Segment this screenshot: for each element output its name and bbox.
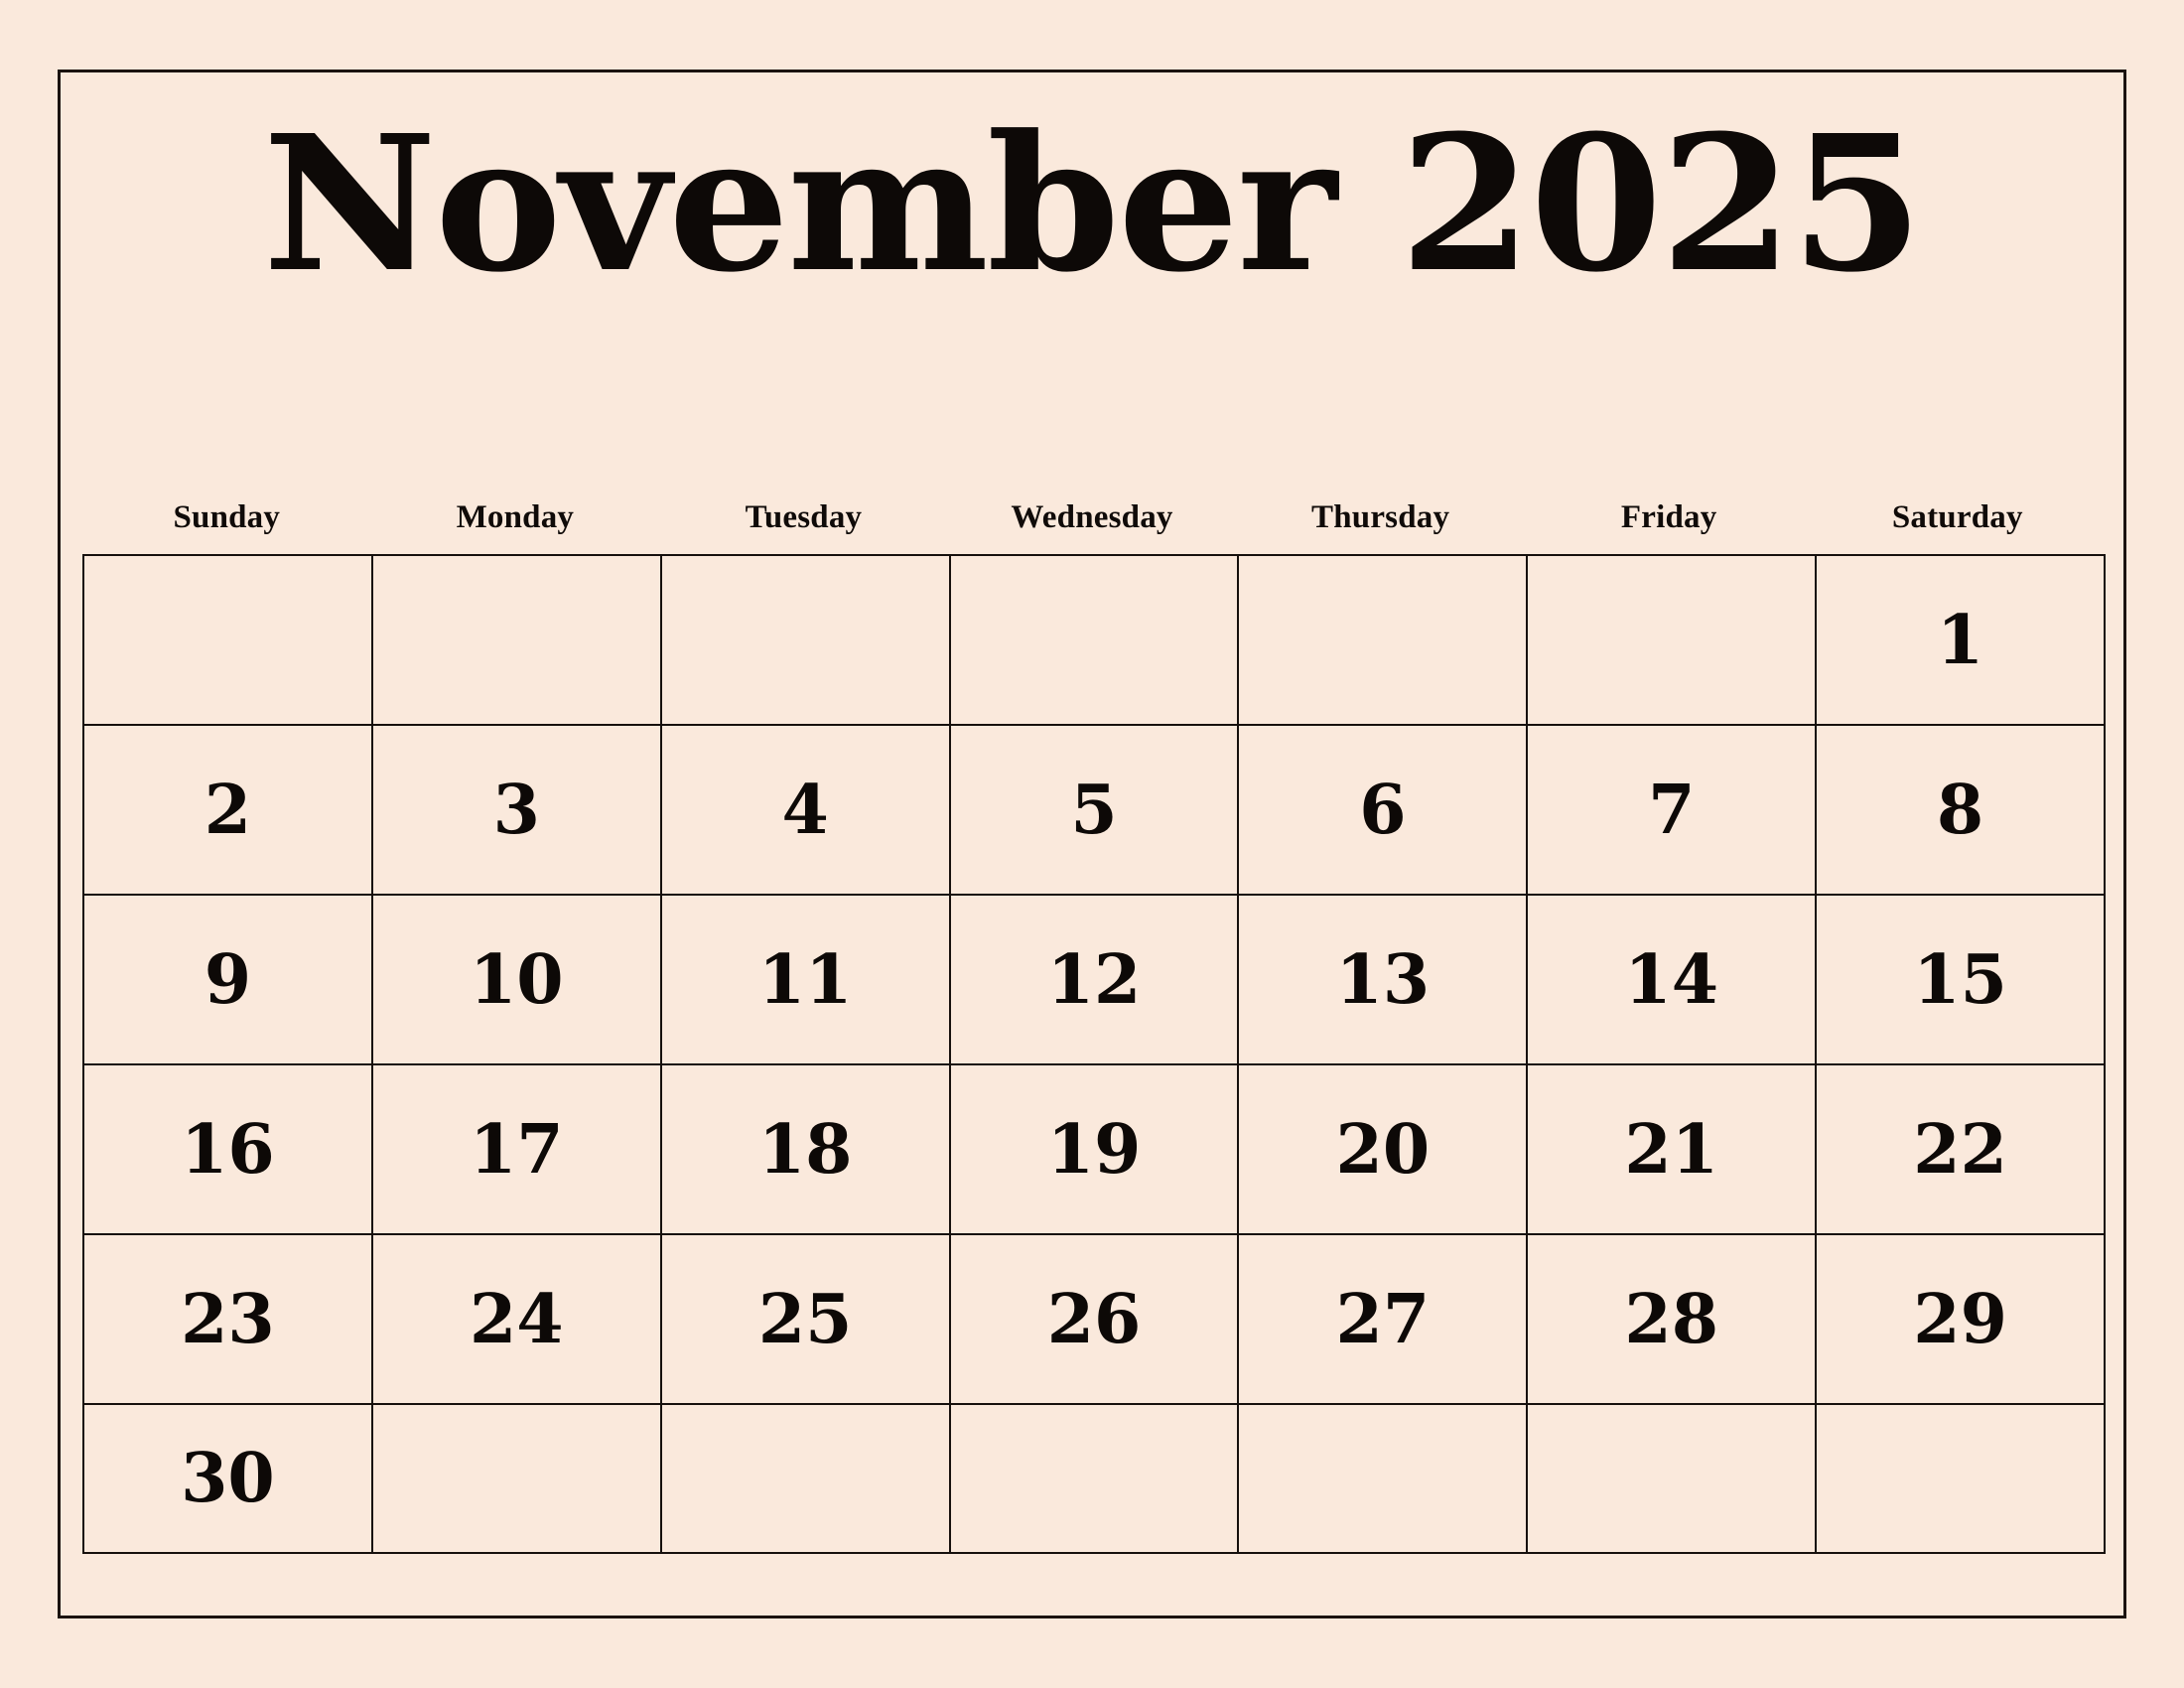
day-number: 13: [1335, 939, 1431, 1020]
day-cell[interactable]: [373, 1405, 662, 1554]
day-cell[interactable]: [1528, 1405, 1817, 1554]
weekday-monday: Monday: [456, 499, 575, 535]
weekday-wednesday: Wednesday: [1011, 499, 1173, 535]
day-number: 16: [181, 1109, 275, 1190]
day-number: 9: [204, 939, 252, 1020]
day-cell[interactable]: [84, 726, 373, 896]
day-cell[interactable]: [951, 726, 1240, 896]
weekday-friday: Friday: [1620, 499, 1717, 535]
weekday-thursday: Thursday: [1311, 499, 1450, 535]
calendar-week-row: [84, 556, 2106, 726]
day-cell[interactable]: [1239, 1065, 1528, 1235]
calendar-page: [58, 70, 2126, 1618]
day-cell[interactable]: [84, 1235, 373, 1405]
day-number: 29: [1913, 1279, 2007, 1359]
day-cell[interactable]: [1817, 1235, 2106, 1405]
day-number: 11: [757, 939, 853, 1020]
day-number: 17: [469, 1109, 564, 1190]
weekday-header-row: [82, 499, 2102, 536]
day-cell[interactable]: [1528, 556, 1817, 726]
calendar-week-row: [84, 1235, 2106, 1405]
day-number: 18: [757, 1109, 853, 1190]
calendar-week-row: [84, 1065, 2106, 1235]
day-cell[interactable]: [1239, 556, 1528, 726]
day-cell[interactable]: [1528, 1235, 1817, 1405]
day-number: 5: [1070, 770, 1118, 850]
weekday-saturday: Saturday: [1891, 499, 2023, 535]
day-number: 22: [1913, 1109, 2007, 1190]
day-number: 7: [1648, 770, 1696, 850]
day-cell[interactable]: [373, 1235, 662, 1405]
day-cell[interactable]: [373, 896, 662, 1065]
day-number: 20: [1335, 1109, 1431, 1190]
calendar-grid: [82, 554, 2106, 1554]
day-cell[interactable]: [951, 1405, 1240, 1554]
day-number: 8: [1936, 770, 1984, 850]
day-cell[interactable]: [84, 1405, 373, 1554]
day-number: 30: [181, 1439, 275, 1518]
day-number: 23: [181, 1279, 275, 1359]
day-cell[interactable]: [951, 556, 1240, 726]
day-cell[interactable]: [662, 726, 951, 896]
day-cell[interactable]: [662, 1235, 951, 1405]
day-cell[interactable]: [1528, 1065, 1817, 1235]
day-cell[interactable]: [1528, 726, 1817, 896]
day-cell[interactable]: [1817, 896, 2106, 1065]
day-cell[interactable]: [1817, 726, 2106, 896]
day-number: 15: [1913, 939, 2007, 1020]
day-cell[interactable]: [84, 556, 373, 726]
page-title: November 2025: [262, 94, 1922, 314]
day-number: 12: [1046, 939, 1142, 1020]
calendar-week-row: [84, 896, 2106, 1065]
day-cell[interactable]: [951, 1235, 1240, 1405]
day-cell[interactable]: [662, 1065, 951, 1235]
calendar-week-row: [84, 1405, 2106, 1554]
day-cell[interactable]: [1239, 896, 1528, 1065]
day-number: 4: [781, 770, 829, 850]
day-cell[interactable]: [1817, 556, 2106, 726]
day-cell[interactable]: [84, 896, 373, 1065]
day-cell[interactable]: [951, 1065, 1240, 1235]
day-cell[interactable]: [373, 1065, 662, 1235]
day-cell[interactable]: [84, 1065, 373, 1235]
day-number: 14: [1624, 939, 1719, 1020]
day-cell[interactable]: [662, 1405, 951, 1554]
day-cell[interactable]: [1239, 1405, 1528, 1554]
day-number: 1: [1936, 600, 1984, 680]
day-number: 10: [469, 939, 564, 1020]
day-cell[interactable]: [662, 896, 951, 1065]
day-cell[interactable]: [373, 556, 662, 726]
day-cell[interactable]: [1528, 896, 1817, 1065]
day-cell[interactable]: [1817, 1405, 2106, 1554]
day-cell[interactable]: [373, 726, 662, 896]
day-cell[interactable]: [951, 896, 1240, 1065]
day-number: 19: [1046, 1109, 1142, 1190]
day-number: 24: [469, 1279, 564, 1359]
day-number: 2: [204, 770, 252, 850]
day-number: 6: [1359, 770, 1407, 850]
day-number: 28: [1624, 1279, 1719, 1359]
day-number: 3: [492, 770, 540, 850]
weekday-sunday: Sunday: [173, 499, 281, 535]
day-cell[interactable]: [1817, 1065, 2106, 1235]
day-number: 25: [757, 1279, 853, 1359]
day-number: 27: [1335, 1279, 1431, 1359]
day-number: 21: [1624, 1109, 1719, 1190]
calendar-week-row: [84, 726, 2106, 896]
day-cell[interactable]: [1239, 1235, 1528, 1405]
weekday-tuesday: Tuesday: [745, 499, 863, 535]
day-number: 26: [1046, 1279, 1142, 1359]
day-cell[interactable]: [1239, 726, 1528, 896]
day-cell[interactable]: [662, 556, 951, 726]
